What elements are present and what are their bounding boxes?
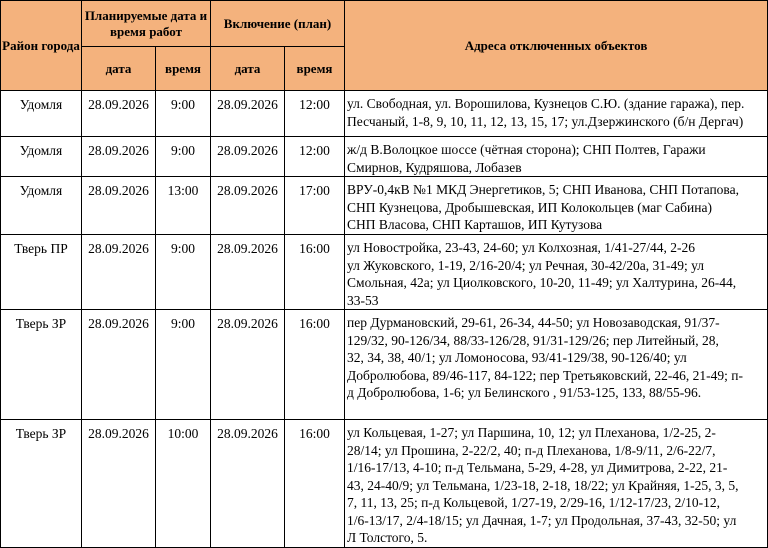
address-line: 129/32, 90-126/34, 88/33-126/28, 91/31-129/26; пер Литейный, 28,	[347, 332, 719, 348]
address-cell	[345, 420, 768, 548]
address-line: Добролюбова, 89/46-117, 84-122; пер Третьяковский, 22-46, 21-49; п-	[347, 367, 743, 383]
table-row	[1, 235, 768, 310]
end-date-cell: 28.09.2026	[211, 420, 285, 548]
end-date-cell: 28.09.2026	[211, 137, 285, 177]
header-inclusion: Включение (план)	[211, 1, 345, 47]
address-cell	[345, 310, 768, 420]
end-time-cell: 17:00	[285, 177, 345, 235]
address-line: Смольная, 42а; ул Циолковского, 10-20, 11-49; ул Халтурина, 26-44,	[347, 275, 737, 290]
table-row	[1, 177, 768, 235]
end-date-cell: 28.09.2026	[211, 91, 285, 137]
end-date-cell: 28.09.2026	[211, 235, 285, 310]
end-date-cell: 28.09.2026	[211, 177, 285, 235]
address-line: 28/14; ул Прошина, 2-22/2, 40; п-д Плеханова, 1/8-9/11, 2/6-22/7,	[347, 442, 716, 458]
table-row	[1, 137, 768, 177]
start-time-cell: 9:00	[156, 91, 211, 137]
start-date-cell: 28.09.2026	[82, 137, 156, 177]
address-line: пер Дурмановский, 29-61, 26-34, 44-50; ул Новозаводская, 91/37-	[347, 315, 720, 330]
address-line: ж/д В.Волоцкое шоссе (чётная сторона); СНП Полтев, Гаражи	[347, 142, 706, 157]
address-line: Песчаный, 1-8, 9, 10, 11, 12, 13, 15, 17; ул.Дзержинского (б/н Дергач)	[347, 113, 744, 129]
address-line: ул. Свободная, ул. Ворошилова, Кузнецов С.Ю. (здание гаража), пер.	[347, 96, 745, 111]
address-line: 32, 34, 38, 40/1; ул Ломоносова, 93/41-129/38, 90-126/40; ул	[347, 350, 687, 365]
district-cell: Удомля	[1, 177, 82, 235]
address-line: ул Жуковского, 1-19, 2/16-20/4; ул Речная, 30-42/20а, 31-49; ул	[347, 257, 705, 273]
start-date-cell: 28.09.2026	[82, 420, 156, 548]
address-line: 1/6-13/17, 2/4-18/15; ул Дачная, 1-7; ул Продольная, 37-43, 32-50; ул	[347, 512, 737, 528]
address-cell	[345, 235, 768, 310]
address-line: д Добролюбова, 1-6; ул Белинского , 91/53-125, 133, 88/55-96.	[347, 385, 702, 400]
address-line: Смирнов, Кудряшова, Лобазев	[347, 159, 522, 175]
start-time-cell: 13:00	[156, 177, 211, 235]
district-cell: Тверь ЗР	[1, 310, 82, 420]
start-time-cell: 9:00	[156, 235, 211, 310]
address-line: СНП Кузнецова, Дробышевская, ИП Колокольцев (маг Сабина)	[347, 199, 712, 215]
address-cell	[345, 91, 768, 137]
district-cell: Тверь ПР	[1, 235, 82, 310]
header-end-time: время	[285, 47, 345, 91]
start-time-cell: 9:00	[156, 310, 211, 420]
table-row	[1, 310, 768, 420]
address-cell	[345, 137, 768, 177]
end-time-cell: 12:00	[285, 137, 345, 177]
address-line: СНП Власова, СНП Карташов, ИП Кутузова	[347, 217, 603, 232]
district-cell: Удомля	[1, 91, 82, 137]
address-line: 33-53	[347, 292, 379, 308]
address-line: ул Новостройка, 23-43, 24-60; ул Колхозная, 1/41-27/44, 2-26	[347, 240, 696, 255]
end-time-cell: 12:00	[285, 91, 345, 137]
start-time-cell: 10:00	[156, 420, 211, 548]
end-time-cell: 16:00	[285, 420, 345, 548]
address-line: 1/16-17/13, 4-10; п-д Тельмана, 5-29, 4-28, ул Димитрова, 2-22, 21-	[347, 460, 728, 475]
address-line: 7, 11, 13, 25; п-д Кольцевой, 1/27-19, 2/29-16, 1/12-17/23, 2/10-12,	[347, 495, 720, 510]
district-cell: Тверь ЗР	[1, 420, 82, 548]
district-cell: Удомля	[1, 137, 82, 177]
header-planned: Планируемые дата и время работ	[82, 1, 211, 47]
address-cell	[345, 177, 768, 235]
address-line: ВРУ-0,4кВ №1 МКД Энергетиков, 5; СНП Иванова, СНП Потапова,	[347, 182, 739, 197]
header-start-time: время	[156, 47, 211, 91]
table-row	[1, 91, 768, 137]
address-line: 43, 24-40/9; ул Тельмана, 1/23-18, 2-18, 18/22; ул Крайняя, 1-25, 3, 5,	[347, 477, 739, 493]
address-line: ул Кольцевая, 1-27; ул Паршина, 10, 12; ул Плеханова, 1/2-25, 2-	[347, 425, 716, 440]
start-date-cell: 28.09.2026	[82, 310, 156, 420]
start-date-cell: 28.09.2026	[82, 177, 156, 235]
address-line: Л Толстого, 5.	[347, 530, 428, 545]
end-date-cell: 28.09.2026	[211, 310, 285, 420]
end-time-cell: 16:00	[285, 235, 345, 310]
end-time-cell: 16:00	[285, 310, 345, 420]
start-date-cell: 28.09.2026	[82, 235, 156, 310]
start-time-cell: 9:00	[156, 137, 211, 177]
header-district: Район города	[1, 1, 82, 91]
header-end-date: дата	[211, 47, 285, 91]
start-date-cell: 28.09.2026	[82, 91, 156, 137]
header-addresses: Адреса отключенных объектов	[345, 1, 768, 91]
table-row	[1, 420, 768, 548]
header-start-date: дата	[82, 47, 156, 91]
